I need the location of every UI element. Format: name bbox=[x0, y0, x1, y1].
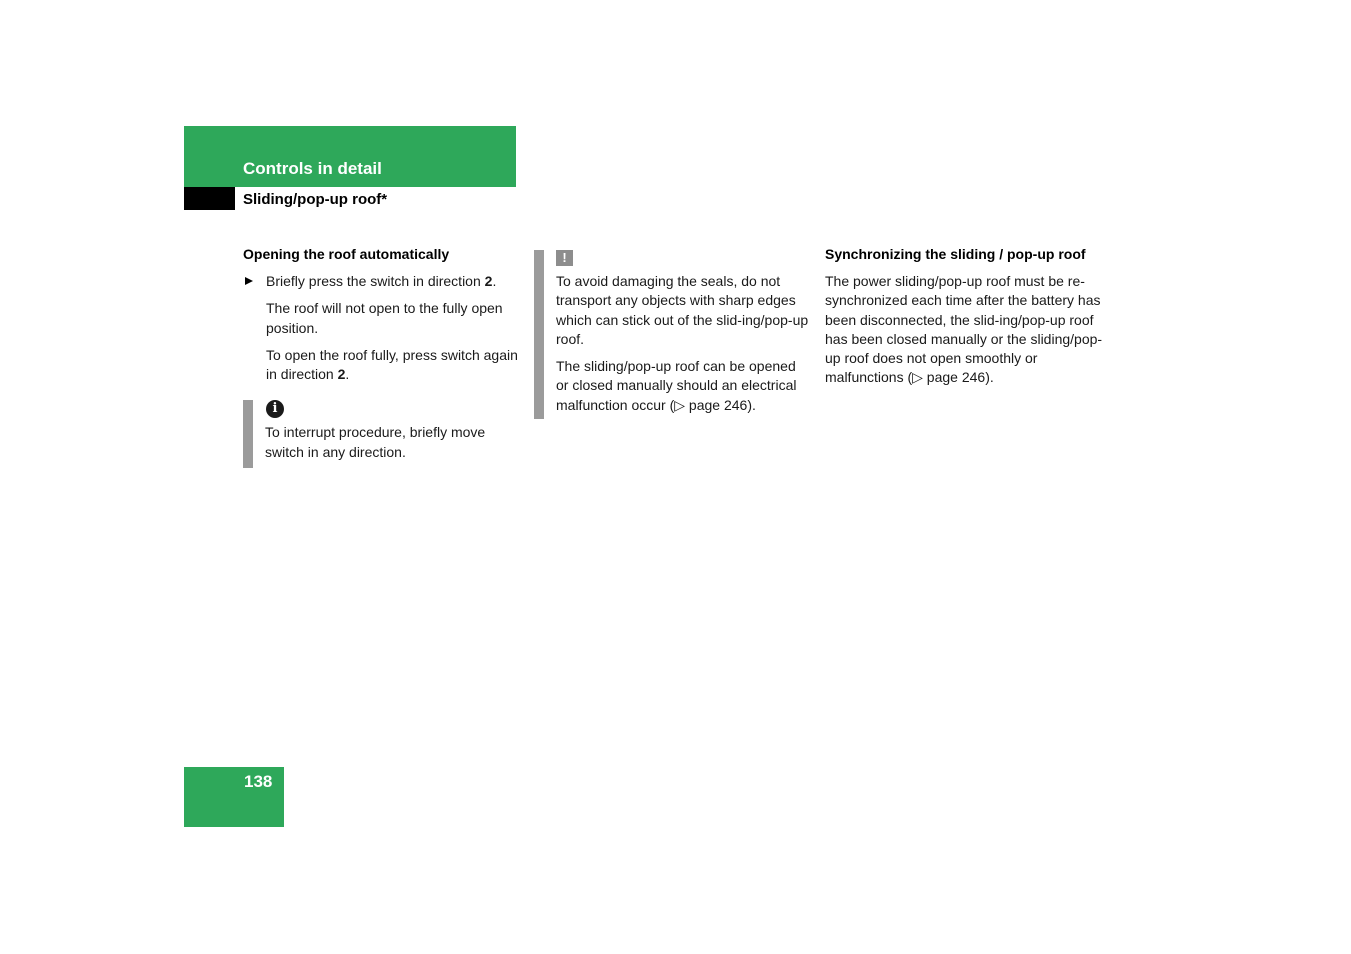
page-number: 138 bbox=[244, 772, 273, 791]
step-text: Briefly press the switch in direction bbox=[266, 273, 485, 289]
info-icon: i bbox=[266, 400, 284, 418]
warning-text-seals: To avoid damaging the seals, do not transport any objects with sharp edges which can stick out of the slid-ing/pop-up roof. bbox=[556, 273, 809, 347]
info-note bbox=[243, 400, 518, 468]
warning-note bbox=[534, 250, 809, 419]
warning-icon: ! bbox=[556, 250, 573, 266]
fully-end: . bbox=[345, 366, 350, 383]
page-title: Sliding/pop-up roof* bbox=[243, 191, 388, 208]
info-text: To interrupt procedure, briefly move switch in any direction. bbox=[265, 424, 486, 460]
fully-direction: 2 bbox=[337, 366, 346, 383]
heading-synchronizing: Synchronizing the sliding / pop-up roof bbox=[825, 246, 1086, 262]
step-fully-open bbox=[243, 346, 518, 385]
note-bar bbox=[243, 400, 253, 468]
column-opening-roof bbox=[243, 245, 518, 468]
heading-opening-roof: Opening the roof automatically bbox=[243, 246, 450, 262]
step-result: The roof will not open to the fully open position. bbox=[266, 300, 503, 336]
synchronizing-text: The power sliding/pop-up roof must be re-synchronized each time after the battery has been disconnected, the slid-ing/pop-up roof has been closed manually or the sliding/pop-up roof does not open smoothly or malfunctions (▷ page 246). bbox=[825, 273, 1103, 386]
section-title: Controls in detail bbox=[243, 159, 382, 178]
column-warning bbox=[534, 250, 809, 419]
step-end: . bbox=[492, 273, 497, 289]
step-direction: 2 bbox=[484, 273, 493, 289]
warning-text-manual: The sliding/pop-up roof can be opened or closed manually should an electrical malfunction occur (▷ page 246). bbox=[556, 358, 797, 413]
note-bar bbox=[534, 250, 544, 419]
fully-text: To open the roof fully, press switch again in direction bbox=[266, 346, 518, 383]
instruction-step bbox=[243, 272, 518, 291]
section-marker bbox=[184, 187, 235, 210]
column-synchronizing bbox=[825, 245, 1105, 396]
bullet-triangle-icon bbox=[245, 277, 253, 285]
